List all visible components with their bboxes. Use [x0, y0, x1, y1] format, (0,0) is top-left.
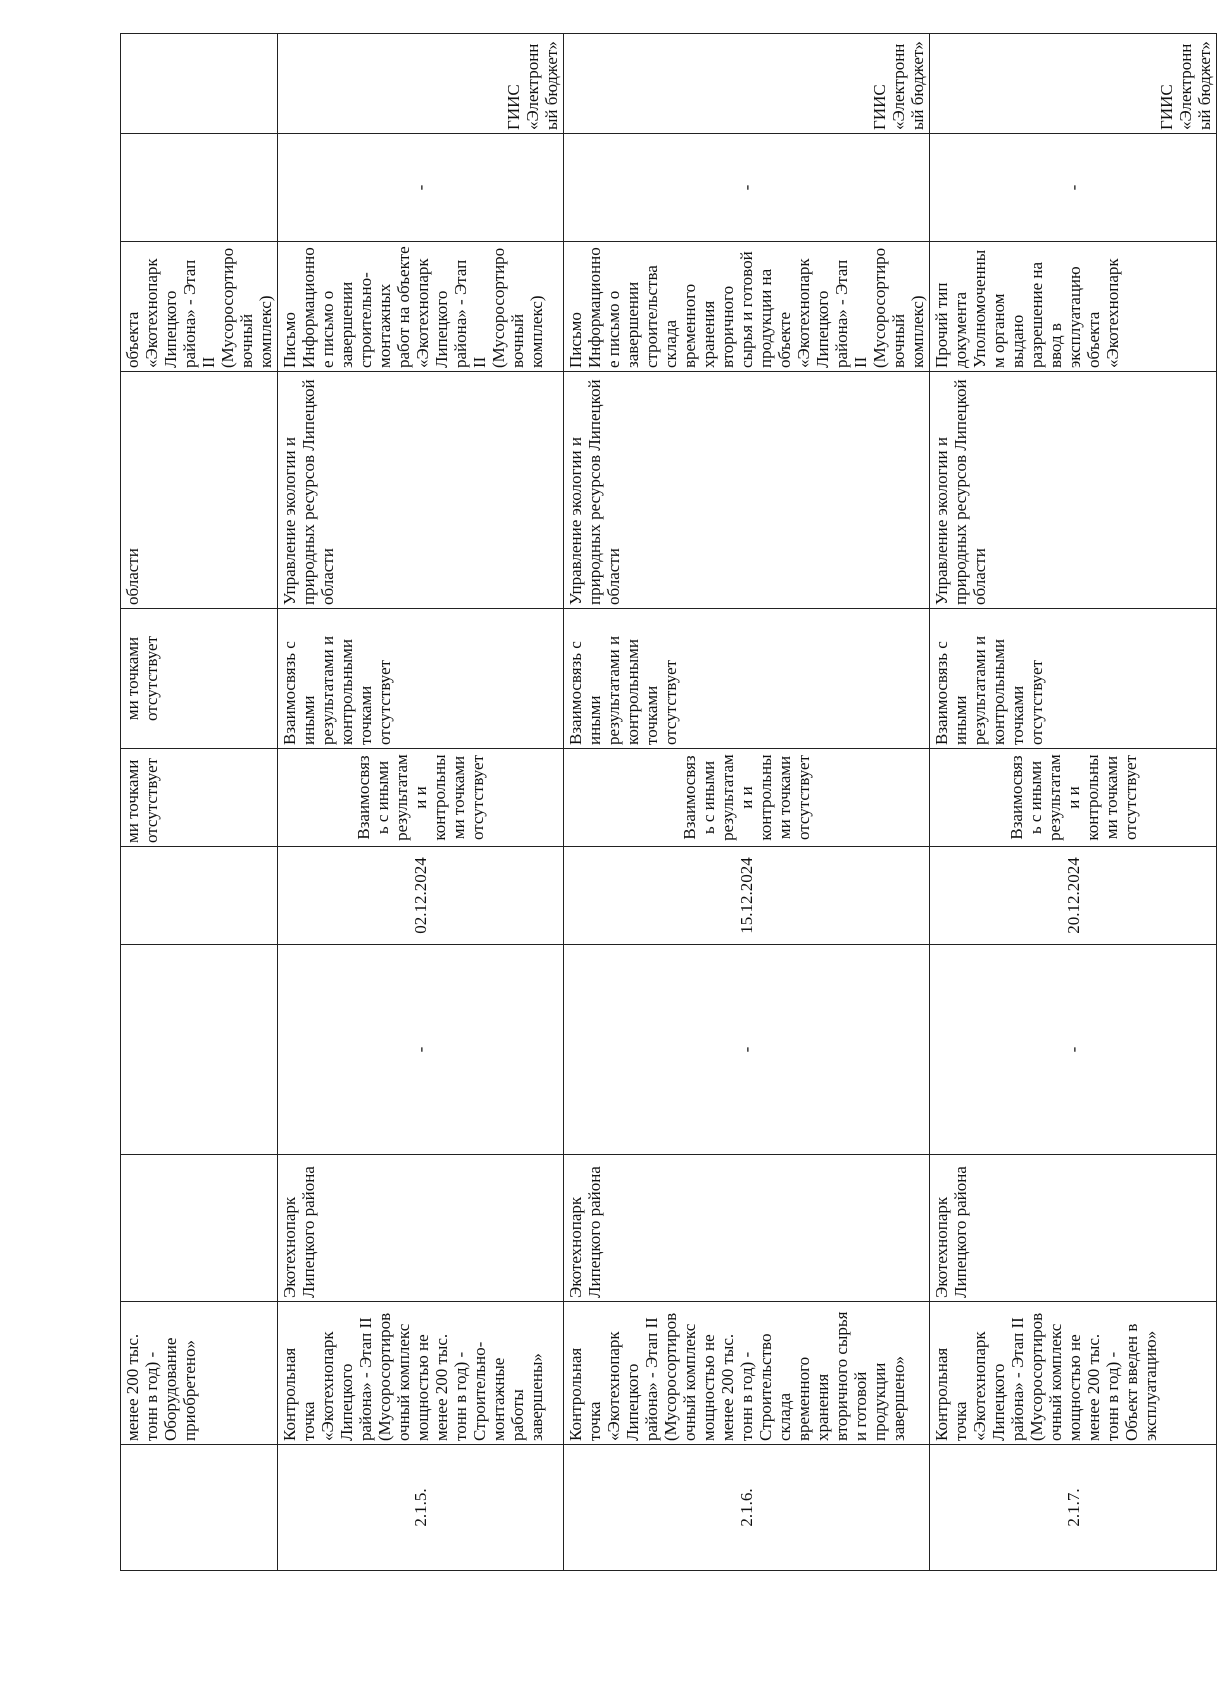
confirming-document: объекта «Экотехнопарк Липецкого района» - Этап II (Мусоросортировочный комплекс) — [121, 242, 278, 372]
table-row — [278, 34, 564, 1571]
completion-date: 02.12.2024 — [278, 847, 564, 945]
dash-cell — [121, 945, 278, 1155]
dash-cell: - — [278, 945, 564, 1155]
successor-link: ми точками отсутствует — [121, 609, 278, 749]
completion-date: 20.12.2024 — [930, 847, 1217, 945]
object-name: Экотехнопарк Липецкого района — [564, 1155, 930, 1302]
responsible-body: области — [121, 372, 278, 609]
responsible-body: Управление экологии и природных ресурсов Липецкой области — [930, 372, 1217, 609]
row-number: 2.1.7. — [930, 1445, 1217, 1571]
object-name: Экотехнопарк Липецкого района — [930, 1155, 1217, 1302]
predecessor-link: Взаимосвязь с иными результатами и контрольными точками отсутствует — [278, 749, 564, 847]
confirming-document: Письмо Информационное письмо о завершении строительства склада временного хранения вторичного сырья и готовой продукции на объекте «Экотехнопарк Липецкого района» - Этап II (Мусоросортировочный комплекс) — [564, 242, 930, 372]
successor-link: Взаимосвязь с иными результатами и контрольными точками отсутствует — [930, 609, 1217, 749]
control-points-table — [120, 33, 1217, 1571]
control-point-name: Контрольная точка «Экотехнопарк Липецкого района» - Этап II (Мусоросортировочный комплекс мощностью не менее 200 тыс. тонн в год) - Объект введен в эксплуатацию» — [930, 1302, 1217, 1445]
row-number: 2.1.5. — [278, 1445, 564, 1571]
confirming-document: Прочий тип документа Уполномоченным органом выдано разрешение на ввод в эксплуатацию объекта «Экотехнопарк — [930, 242, 1217, 372]
information-system — [121, 34, 278, 134]
table-row — [121, 34, 278, 1571]
dash-cell-2: - — [564, 134, 930, 242]
object-name — [121, 1155, 278, 1302]
predecessor-link: ми точками отсутствует — [121, 749, 278, 847]
control-point-name: менее 200 тыс. тонн в год) - Оборудование приобретено» — [121, 1302, 278, 1445]
control-point-name: Контрольная точка «Экотехнопарк Липецкого района» - Этап II (Мусоросортировочный комплекс мощностью не менее 200 тыс. тонн в год) - Строительство склада временного хранения вторичного сырья и готовой продукции завершено» — [564, 1302, 930, 1445]
dash-cell: - — [930, 945, 1217, 1155]
information-system: ГИИС «Электронный бюджет» — [930, 34, 1217, 134]
table-row — [564, 34, 930, 1571]
dash-cell-2: - — [930, 134, 1217, 242]
predecessor-link: Взаимосвязь с иными результатами и контрольными точками отсутствует — [930, 749, 1217, 847]
confirming-document: Письмо Информационное письмо о завершении строительно-монтажных работ на объекте «Экотехнопарк Липецкого района» - Этап II (Мусоросортировочный комплекс) — [278, 242, 564, 372]
predecessor-link: Взаимосвязь с иными результатами и контрольными точками отсутствует — [564, 749, 930, 847]
row-number — [121, 1445, 278, 1571]
control-point-name: Контрольная точка «Экотехнопарк Липецкого района» - Этап II (Мусоросортировочный комплекс мощностью не менее 200 тыс. тонн в год) - Строительно-монтажные работы завершены» — [278, 1302, 564, 1445]
dash-cell-2 — [121, 134, 278, 242]
successor-link: Взаимосвязь с иными результатами и контрольными точками отсутствует — [564, 609, 930, 749]
dash-cell-2: - — [278, 134, 564, 242]
object-name: Экотехнопарк Липецкого района — [278, 1155, 564, 1302]
completion-date — [121, 847, 278, 945]
dash-cell: - — [564, 945, 930, 1155]
information-system: ГИИС «Электронный бюджет» — [564, 34, 930, 134]
responsible-body: Управление экологии и природных ресурсов Липецкой области — [564, 372, 930, 609]
completion-date: 15.12.2024 — [564, 847, 930, 945]
information-system: ГИИС «Электронный бюджет» — [278, 34, 564, 134]
table-row — [930, 34, 1217, 1571]
row-number: 2.1.6. — [564, 1445, 930, 1571]
responsible-body: Управление экологии и природных ресурсов Липецкой области — [278, 372, 564, 609]
successor-link: Взаимосвязь с иными результатами и контрольными точками отсутствует — [278, 609, 564, 749]
